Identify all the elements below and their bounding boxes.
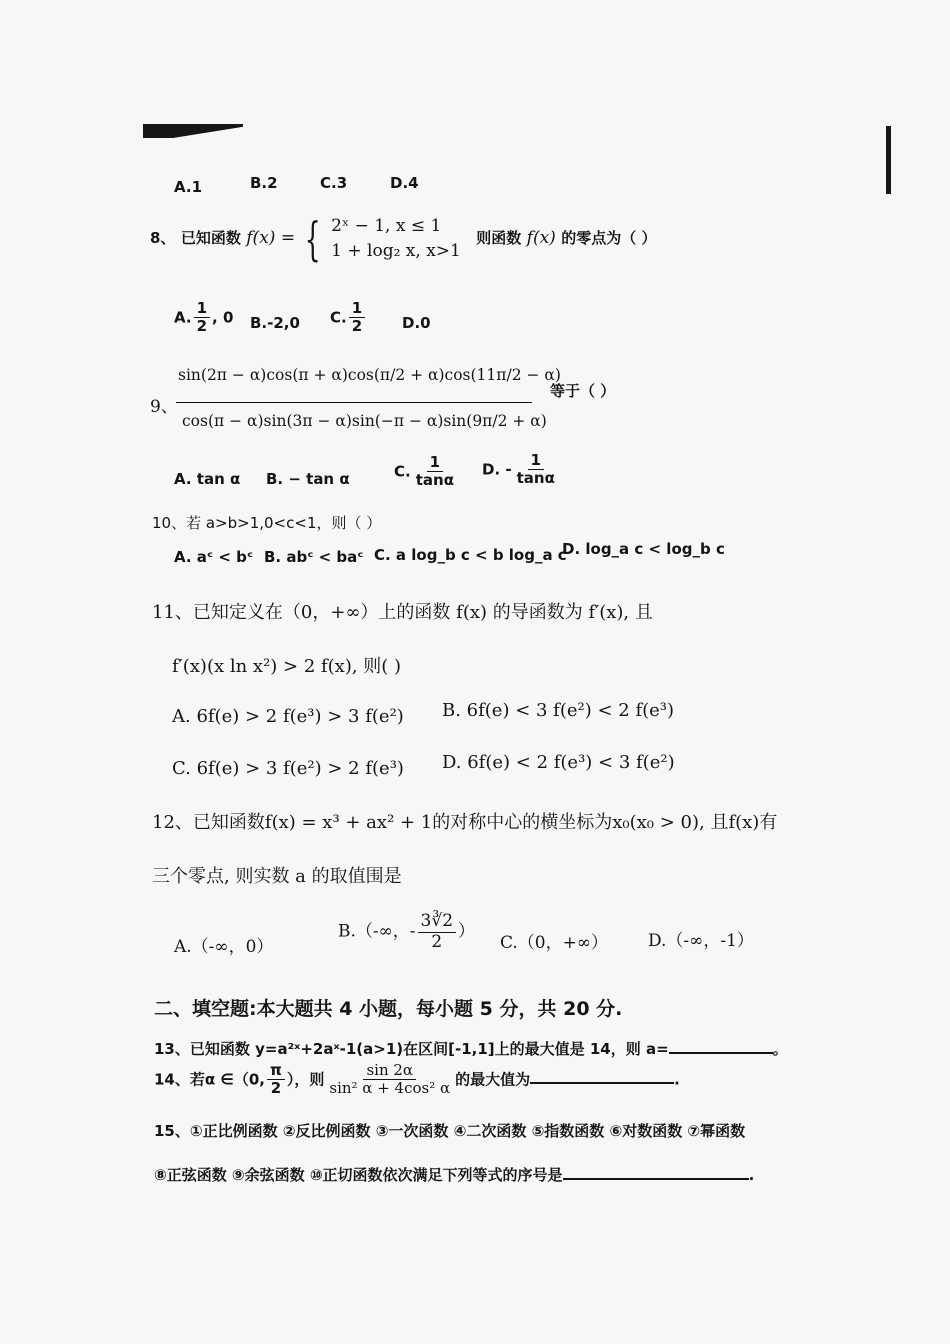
- q14-frac-den: sin² α + 4cos² α: [329, 1079, 451, 1098]
- q10-stem: 10、若 a>b>1,0<c<1，则（ ）: [152, 514, 382, 532]
- q12-option-b: [338, 912, 475, 952]
- q8-option-d: D.0: [402, 314, 431, 332]
- q10-option-a: A. aᶜ < bᶜ: [174, 548, 254, 566]
- q14-pi-den: 2: [270, 1079, 282, 1098]
- q8-option-a-num: 1: [194, 300, 210, 318]
- q14-pi-num: π: [267, 1062, 285, 1080]
- q13-text: 13、已知函数 y=a²ˣ+2aˣ-1(a>1)在区间[-1,1]上的最大值是 14，则 a=: [154, 1040, 669, 1058]
- q8-fx: f(x) =: [246, 228, 296, 249]
- q12-option-b-label: B.（-∞，-: [338, 921, 416, 942]
- q9-number: 9、: [150, 397, 178, 417]
- q14-end: .: [674, 1070, 680, 1089]
- q8-option-a: [174, 300, 233, 336]
- q12-option-b-den: 2: [431, 931, 443, 952]
- q7-option-b: B.2: [250, 174, 278, 192]
- q9-option-d-num: 1: [528, 452, 544, 470]
- q8-number: 8、: [150, 229, 176, 248]
- q8-option-c: [330, 300, 367, 336]
- q9-option-c-num: 1: [427, 454, 443, 472]
- q8-tail: 的零点为（ ）: [561, 229, 657, 248]
- q9-fraction-bar: [176, 402, 532, 403]
- q12-option-d: D.（-∞，-1）: [648, 931, 754, 951]
- q8-ask: 则函数: [476, 229, 522, 248]
- q8-option-c-num: 1: [349, 300, 365, 318]
- q8-piecewise: [331, 214, 461, 263]
- q9-tail: 等于（ ）: [550, 382, 616, 400]
- q11-option-d: D. 6f(e) < 2 f(e³) < 3 f(e²): [442, 752, 675, 773]
- q8-option-a-tail: , 0: [212, 308, 234, 327]
- q12-option-c: C.（0，+∞）: [500, 933, 609, 953]
- q9-denominator: cos(π − α)sin(3π − α)sin(−π − α)sin(9π/2 + α): [182, 412, 547, 430]
- q9-option-d-den: tanα: [516, 469, 555, 488]
- q15-line2: [154, 1164, 754, 1185]
- q9-option-c: [394, 454, 459, 490]
- q8-brace: {: [305, 211, 322, 266]
- scan-edge-mark-right: [886, 126, 891, 194]
- q8-case-1: 2ˣ − 1, x ≤ 1: [331, 216, 442, 236]
- q14-answer-blank[interactable]: [530, 1068, 674, 1084]
- q12-option-b-num: 3∛2: [418, 912, 456, 933]
- q15-answer-blank[interactable]: [563, 1164, 749, 1180]
- q11-option-b: B. 6f(e) < 3 f(e²) < 2 f(e³): [442, 700, 675, 721]
- q11-stem-line2: f′(x)(x ln x²) > 2 f(x), 则( ): [172, 656, 402, 677]
- q9-numerator: sin(2π − α)cos(π + α)cos(π/2 + α)cos(11π/2 − α): [178, 366, 561, 384]
- q9-option-d-label: D. -: [482, 460, 512, 479]
- q9-option-a: A. tan α: [174, 470, 241, 488]
- q9-option-b: B. − tan α: [266, 470, 350, 488]
- q8-lead: 已知函数: [180, 229, 241, 248]
- q13-end: 。: [772, 1040, 788, 1058]
- q7-option-a: A.1: [174, 178, 203, 196]
- q12-option-b-tail: ）: [458, 921, 476, 942]
- q13: [154, 1038, 788, 1059]
- q8-option-c-den: 2: [351, 317, 363, 336]
- q12-option-a: A.（-∞，0）: [174, 937, 274, 957]
- q14-tail: 的最大值为: [455, 1070, 531, 1089]
- q13-answer-blank[interactable]: [669, 1038, 773, 1054]
- q8-fx2: f(x): [526, 228, 556, 249]
- q9-option-c-label: C.: [394, 462, 411, 481]
- q14-mid: ），则: [286, 1070, 325, 1089]
- q8-option-c-label: C.: [330, 308, 347, 327]
- q9-option-c-den: tanα: [415, 471, 454, 490]
- q12-stem-line1: 12、已知函数f(x) = x³ + ax² + 1的对称中心的横坐标为x₀(x₀ > 0), 且f(x)有: [152, 812, 778, 833]
- q14: [154, 1062, 680, 1098]
- q10-option-c: C. a log_b c < b log_a c: [374, 546, 567, 564]
- q8-stem: [150, 211, 657, 266]
- q15-line1: 15、①正比例函数 ②反比例函数 ③一次函数 ④二次函数 ⑤指数函数 ⑥对数函数 ⑦幂函数: [154, 1122, 746, 1140]
- q8-case-2: 1 + log₂ x, x>1: [331, 240, 461, 261]
- q15-line2-text: ⑧正弦函数 ⑨余弦函数 ⑩正切函数依次满足下列等式的序号是: [154, 1166, 563, 1184]
- section2-title: 二、填空题:本大题共 4 小题，每小题 5 分，共 20 分.: [154, 998, 623, 1020]
- q15-end: .: [748, 1166, 755, 1184]
- scan-edge-mark-top: [143, 124, 243, 138]
- q8-option-b: B.-2,0: [250, 314, 300, 332]
- q11-stem-line1: 11、已知定义在（0，+∞）上的函数 f(x) 的导函数为 f′(x), 且: [152, 602, 653, 623]
- q10-option-d: D. log_a c < log_b c: [562, 540, 725, 558]
- q11-option-c: C. 6f(e) > 3 f(e²) > 2 f(e³): [172, 758, 404, 779]
- q10-option-b: B. abᶜ < baᶜ: [264, 548, 364, 566]
- q8-option-a-den: 2: [196, 317, 208, 336]
- q9-option-d: [482, 452, 560, 488]
- q12-stem-line2: 三个零点, 则实数 a 的取值围是: [152, 866, 402, 887]
- q14-frac-num: sin 2α: [363, 1062, 416, 1080]
- q7-option-c: C.3: [320, 174, 348, 192]
- q14-lead: 14、若α ∈（0,: [154, 1070, 265, 1089]
- q8-option-a-label: A.: [174, 308, 192, 327]
- q7-option-d: D.4: [390, 174, 419, 192]
- q11-option-a: A. 6f(e) > 2 f(e³) > 3 f(e²): [172, 706, 404, 727]
